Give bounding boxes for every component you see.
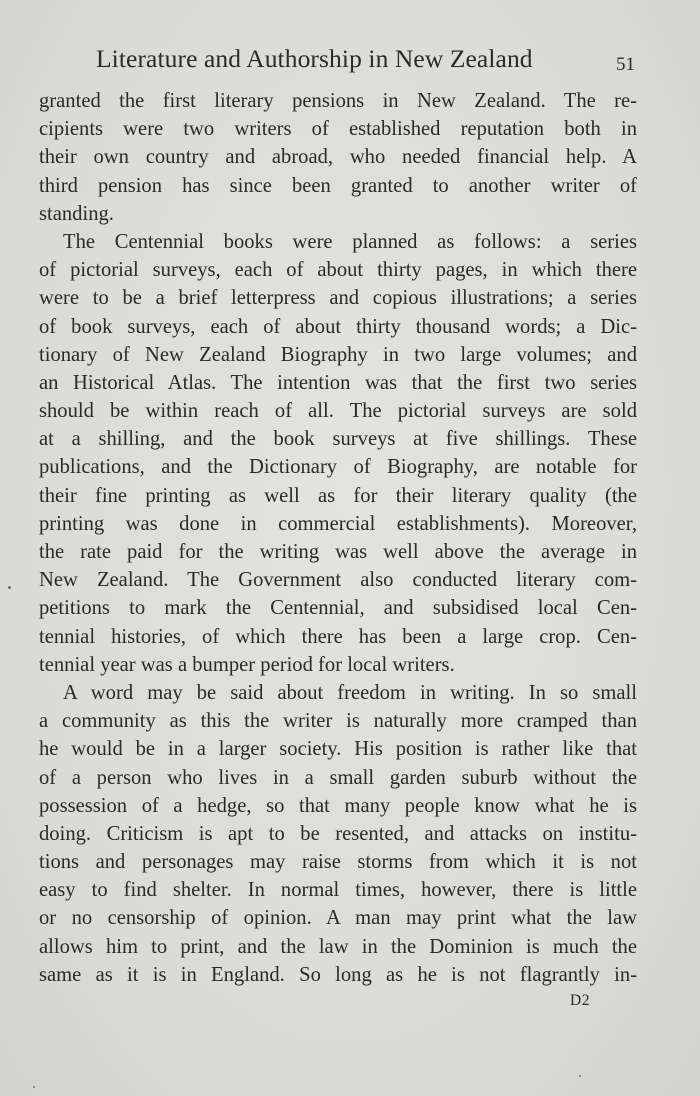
paper-speck [8, 586, 11, 589]
body-text [39, 87, 637, 989]
running-head-title: Literature and Authorship in New Zealand [96, 44, 533, 73]
text-line: tionary of New Zealand Biography in two large volumes; and [39, 343, 637, 366]
text-line: the rate paid for the writing was well above the average in [39, 541, 637, 563]
text-line: publications, and the Dictionary of Biography, are notable for [39, 456, 637, 479]
text-line: should be within reach of all. The pictorial surveys are sold [39, 400, 637, 423]
text-line: of a person who lives in a small garden suburb without the [39, 766, 637, 789]
text-line: possession of a hedge, so that many people know what he is [39, 794, 637, 817]
text-line: printing was done in commercial establishments). Moreover, [39, 512, 637, 535]
text-line: petitions to mark the Centennial, and subsidised local Cen- [39, 597, 637, 620]
text-line: he would be in a larger society. His position is rather like that [39, 738, 637, 761]
running-head [96, 44, 656, 80]
text-line: granted the first literary pensions in New Zealand. The re- [39, 90, 637, 112]
signature-mark: D2 [570, 992, 590, 1009]
text-line: tennial year was a bumper period for local writers. [39, 653, 455, 676]
text-line: allows him to print, and the law in the Dominion is much the [39, 935, 637, 958]
text-line: their own country and abroad, who needed financial help. A [39, 146, 637, 169]
page-number: 51 [616, 54, 635, 75]
text-line: easy to find shelter. In normal times, however, there is little [39, 879, 637, 902]
paper-speck [579, 1075, 581, 1077]
text-line: tennial histories, of which there has been a large crop. Cen- [39, 625, 637, 648]
text-line: The Centennial books were planned as follows: a series [63, 230, 637, 253]
text-line: of book surveys, each of about thirty thousand words; a Dic- [39, 315, 637, 338]
text-line: their fine printing as well as for their literary quality (the [39, 484, 637, 507]
paper-speck [33, 1086, 35, 1088]
text-line: at a shilling, and the book surveys at five shillings. These [39, 428, 637, 451]
text-line: same as it is in England. So long as he is not flagrantly in- [39, 963, 637, 986]
text-line: a community as this the writer is naturally more cramped than [39, 710, 637, 733]
text-line: or no censorship of opinion. A man may print what the law [39, 907, 637, 930]
text-line: doing. Criticism is apt to be resented, and attacks on institu- [39, 822, 637, 845]
text-line: an Historical Atlas. The intention was that the first two series [39, 371, 637, 394]
text-line: third pension has since been granted to another writer of [39, 174, 637, 197]
text-line: of pictorial surveys, each of about thirty pages, in which there [39, 259, 637, 282]
text-line: were to be a brief letterpress and copious illustrations; a series [39, 287, 637, 310]
text-line: cipients were two writers of established reputation both in [39, 118, 637, 141]
text-line: tions and personages may raise storms from which it is not [39, 851, 637, 874]
text-line: standing. [39, 202, 114, 225]
text-line: New Zealand. The Government also conducted literary com- [39, 569, 637, 592]
text-line: A word may be said about freedom in writing. In so small [63, 681, 637, 704]
